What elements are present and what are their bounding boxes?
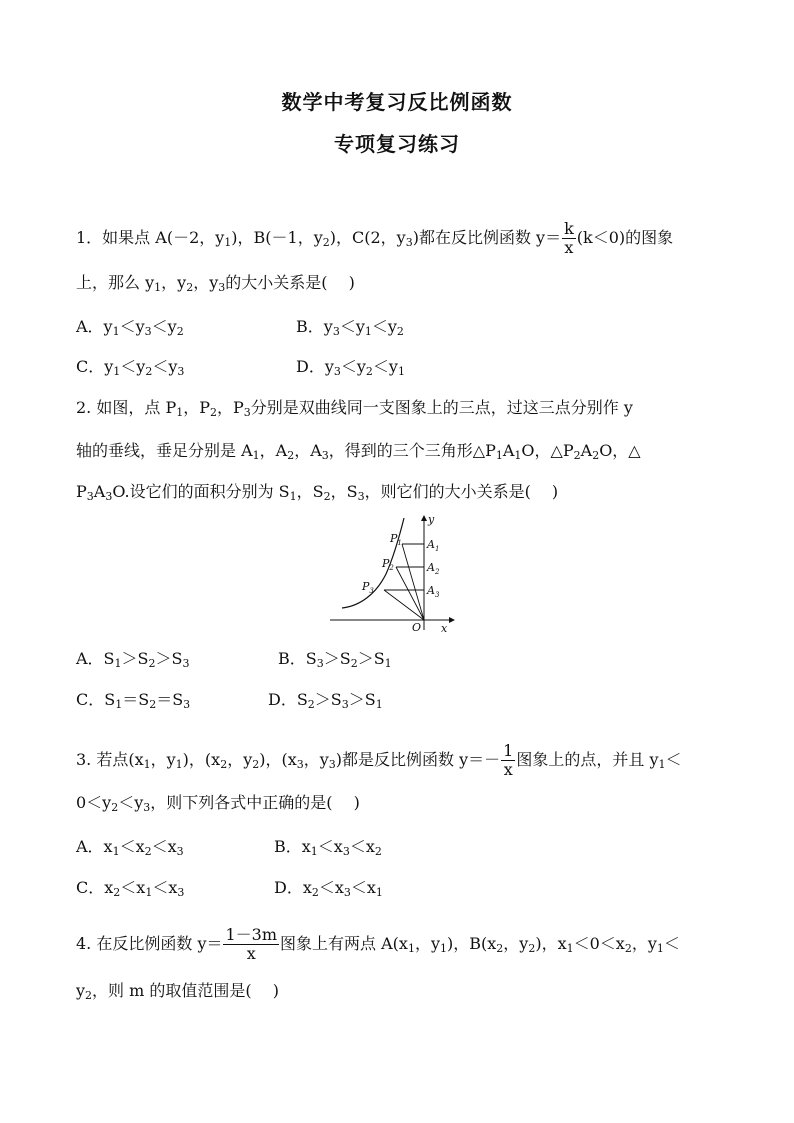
label-a1: $A_1$ xyxy=(427,538,440,553)
question-1-line-1: 1．如果点 A(－2，$y_1$)，B(－1，$y_2$)，C(2，$y_3$)都在反比例函数 y＝ $\frac{k}{x}$ (k＜0)的图象 xyxy=(76,219,674,257)
page-subtitle: 专项复习练习 xyxy=(334,132,460,156)
hyperbola-figure xyxy=(330,512,460,636)
label-p3: $P_3$ xyxy=(362,580,374,595)
question-2-line-2: 轴的垂线，垂足分别是 $A_1$，$A_2$，$A_3$，得到的三个三角形$\triangle P_1A_1O$，$\triangle P_2A_2O$，△ xyxy=(76,441,641,462)
q2-option-c[interactable]: C．$S_1=S_2=S_3$ xyxy=(76,690,191,711)
label-origin: O xyxy=(412,621,422,634)
q1-option-d[interactable]: D．$y_3<y_2<y_1$ xyxy=(296,357,405,378)
label-a2: $A_2$ xyxy=(427,561,440,576)
question-4-line-1: 4. 在反比例函数 y＝ $\frac{1-3m}{x}$ 图象上有两点 $A(x_1$，$y_1$)，$B(x_2$，$y_2$)，$x_1<0<x_2$，$y_1<$ xyxy=(76,925,680,963)
label-a3: $A_3$ xyxy=(427,584,440,599)
q3-option-a[interactable]: A．$x_1<x_2<x_3$ xyxy=(76,837,184,858)
segment-p3-o xyxy=(384,590,424,620)
question-3-line-2: $0<y_2<y_3$，则下列各式中正确的是( ) xyxy=(76,793,360,814)
question-1-line-2: 上，那么 $y_1$，$y_2$，$y_3$的大小关系是( ) xyxy=(76,273,355,294)
label-x-axis: x xyxy=(441,622,448,635)
fraction-k-over-x: $\frac{k}{x}$ xyxy=(564,219,574,257)
fraction-1-minus-3m-over-x: $\frac{1-3m}{x}$ xyxy=(225,925,278,963)
question-3-line-1: 3. 若点($x_1$，$y_1$)，($x_2$，$y_2$)，($x_3$，$y_3$)都是反比例函数 y＝－ $\frac{1}{x}$ 图象上的点，并且 $y_1<$ xyxy=(76,741,682,779)
q2-option-d[interactable]: D．$S_2>S_3>S_1$ xyxy=(268,690,383,711)
question-2-line-1: 2. 如图，点 $P_1$，$P_2$，$P_3$分别是双曲线同一支图象上的三点，过这三点分别作 y xyxy=(76,398,633,419)
q1-option-a[interactable]: A．$y_1<y_3<y_2$ xyxy=(76,317,184,338)
fraction-1-over-x: $\frac{1}{x}$ xyxy=(503,741,514,779)
q1-option-b[interactable]: B．$y_3<y_1<y_2$ xyxy=(296,317,404,338)
segment-p2-o xyxy=(396,567,424,620)
q3-option-d[interactable]: D．$x_2<x_3<x_1$ xyxy=(274,878,383,899)
label-p1: $P_1$ xyxy=(390,532,402,547)
question-2-line-3: $P_3A_3O$.设它们的面积分别为 $S_1$，$S_2$，$S_3$，则它们的大小关系是( ) xyxy=(76,482,559,503)
page-title: 数学中考复习反比例函数 xyxy=(281,90,513,114)
segment-p1-o xyxy=(402,544,424,620)
question-4-line-2: $y_2$，则 m 的取值范围是( ) xyxy=(76,981,279,1002)
label-p2: $P_2$ xyxy=(382,557,394,572)
q2-option-a[interactable]: A．$S_1>S_2>S_3$ xyxy=(76,649,190,670)
label-y-axis: y xyxy=(428,513,435,526)
q3-option-b[interactable]: B．$x_1<x_3<x_2$ xyxy=(274,837,382,858)
q1-option-c[interactable]: C．$y_1<y_2<y_3$ xyxy=(76,357,185,378)
q3-option-c[interactable]: C．$x_2<x_1<x_3$ xyxy=(76,878,185,899)
q2-option-b[interactable]: B．$S_3>S_2>S_1$ xyxy=(278,649,392,670)
